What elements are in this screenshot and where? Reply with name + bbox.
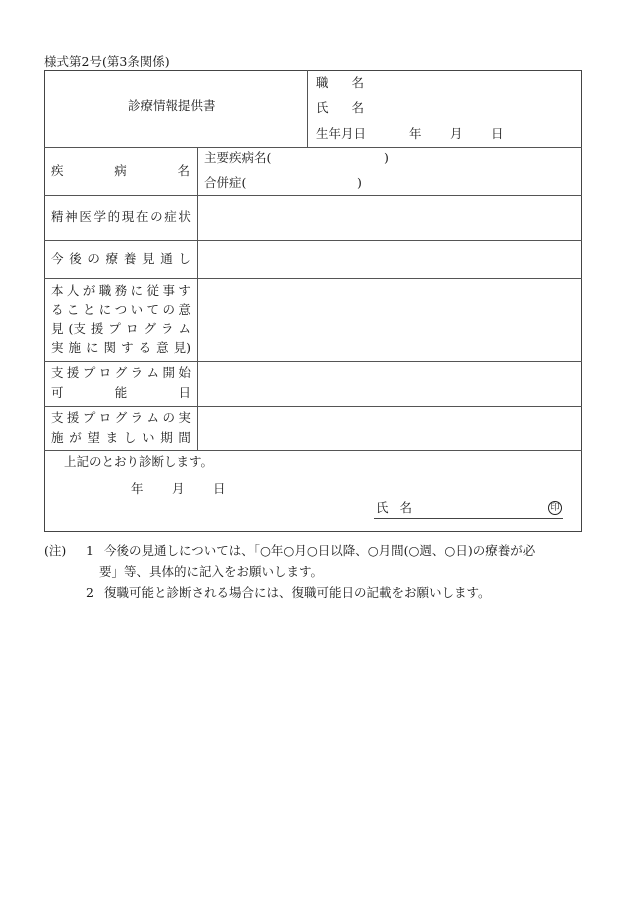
complication-close: ): [357, 175, 362, 190]
note-1-text-line1: 今後の見通しについては、「○年○月○日以降、○月間(○週、○日)の療養が必: [104, 543, 536, 558]
divider: [44, 361, 582, 362]
divider: [44, 195, 582, 196]
note-2-number: 2: [86, 585, 94, 600]
divider: [197, 147, 198, 450]
program-period-label-line1: 支 援 プ ロ グ ラ ム の 実: [51, 410, 191, 425]
birth-day-label: 日: [491, 126, 504, 141]
note-1-number: 1: [86, 543, 94, 558]
complication-label: 合併症(: [204, 175, 247, 190]
divider: [44, 147, 582, 148]
divider: [44, 278, 582, 279]
document-title: 診療情報提供書: [128, 98, 216, 113]
work-opinion-label-line1: 本 人 が 職 務 に 従 事 す: [51, 283, 191, 298]
note-1-text-line2: 要」等、具体的に記入をお願いします。: [99, 564, 324, 579]
prognosis-label: 今 後 の 療 養 見 通 し: [51, 251, 191, 266]
form-number: 様式第2号(第3条関係): [44, 54, 170, 69]
name-label: 氏 名: [316, 100, 364, 115]
work-opinion-label-line3: 見 (支 援 プ ロ グ ラ ム: [51, 321, 191, 336]
position-label: 職 名: [316, 75, 364, 90]
diagnosis-day-label: 日: [213, 481, 226, 496]
diagnosis-month-label: 月: [172, 481, 185, 496]
divider: [44, 240, 582, 241]
diagnosis-statement: 上記のとおり診断します。: [64, 454, 214, 469]
program-start-label-line1: 支 援 プ ロ グ ラ ム 開 始: [51, 365, 191, 380]
disease-name-label: 疾 病 名: [51, 163, 190, 178]
main-disease-label: 主要疾病名(: [204, 150, 272, 165]
note-2-text-line1: 復職可能と診断される場合には、復職可能日の記載をお願いします。: [104, 585, 491, 600]
seal-mark: 印: [548, 501, 562, 515]
psychiatric-symptoms-label: 精 神 医 学 的 現 在 の 症 状: [51, 209, 191, 224]
birth-month-label: 月: [450, 126, 463, 141]
program-start-label-line2: 可 能 日: [51, 385, 191, 400]
divider: [44, 450, 582, 451]
program-period-label-line2: 施 が 望 ま し い 期 間: [51, 430, 191, 445]
diagnosis-year-label: 年: [131, 481, 144, 496]
divider: [44, 406, 582, 407]
birth-year-label: 年: [409, 126, 422, 141]
divider: [307, 70, 308, 147]
work-opinion-label-line4: 実 施 に 関 す る 意 見): [51, 340, 191, 355]
signature-line: [374, 518, 563, 519]
main-disease-close: ): [384, 150, 389, 165]
physician-name-label: 氏 名: [376, 500, 412, 515]
notes-prefix: (注): [44, 543, 67, 558]
birth-date-label: 生年月日: [316, 126, 367, 141]
work-opinion-label-line2: る こ と に つ い て の 意: [51, 302, 191, 317]
